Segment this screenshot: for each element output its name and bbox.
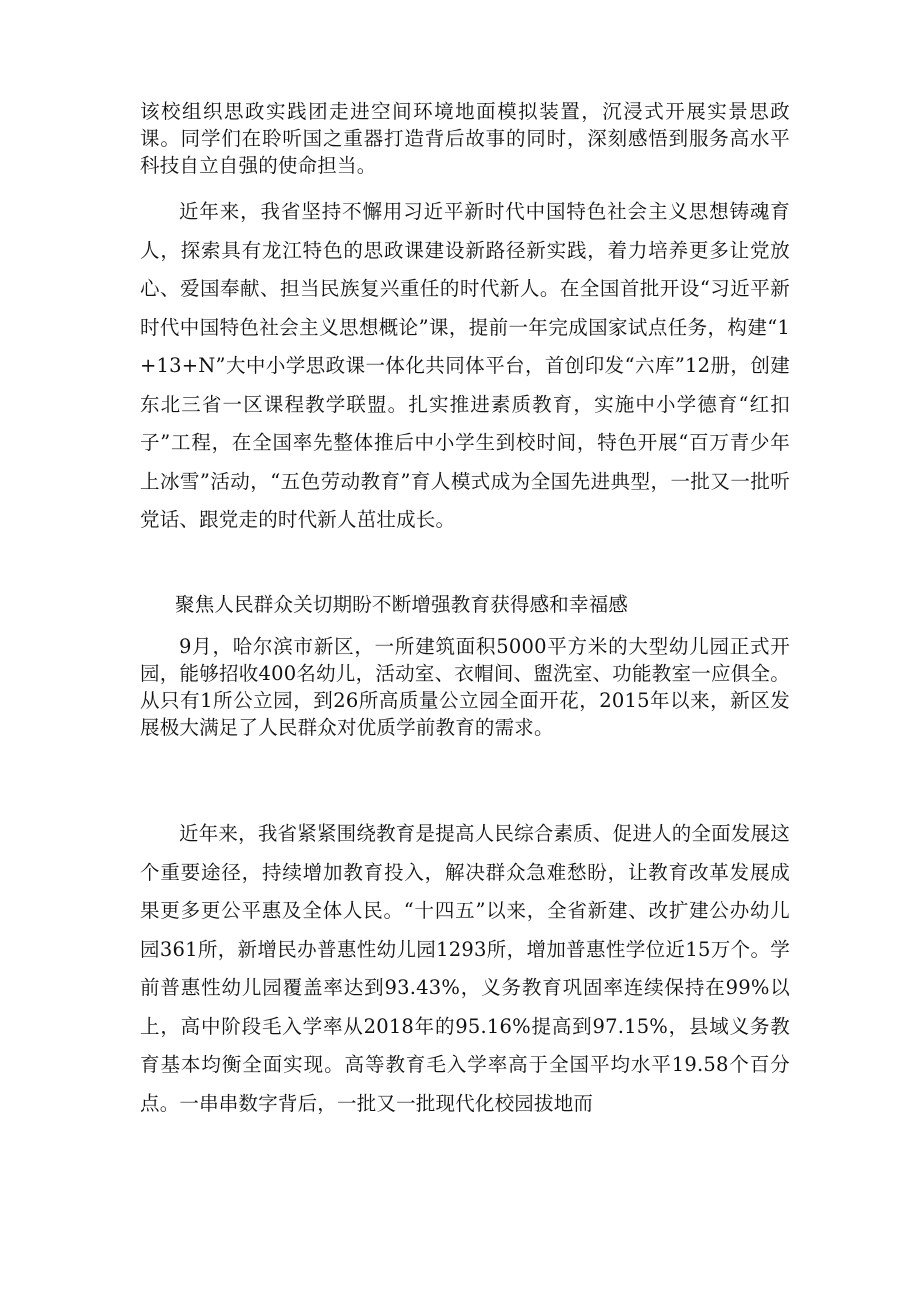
section-heading: 聚焦人民群众关切期盼不断增强教育获得感和幸福感 [175,593,629,616]
paragraph-practice-team: 该校组织思政实践团走进空间环境地面模拟装置，沉浸式开展实景思政课。同学们在聆听国之重器打造背后故事的同时，深刻感悟到服务高水平科技自立自强的使命担当。 [140,100,790,177]
paragraph-education-investment: 近年来，我省紧紧围绕教育是提高人民综合素质、促进人的全面发展这个重要途径，持续增加教育投入，解决群众急难愁盼，让教育改革发展成果更多更公平惠及全体人民。“十四五”以来，全省新建、改扩建公办幼儿园361所，新增民办普惠性幼儿园1293所，增加普惠性学位近15万个。学前普惠性幼儿园覆盖率达到93.43%，义务教育巩固率连续保持在99%以上，高中阶段毛入学率从2018年的95.16%提高到97.15%，县域义务教育基本均衡全面实现。高等教育毛入学率高于全国平均水平19.58个百分点。一串串数字背后，一批又一批现代化校园拔地而 [140,822,790,1115]
paragraph-kindergarten: 9月，哈尔滨市新区，一所建筑面积5000平方米的大型幼儿园正式开园，能够招收400名幼儿，活动室、衣帽间、盥洗室、功能教室一应俱全。从只有1所公立园，到26所高质量公立园全面开花，2015年以来，新区发展极大满足了人民群众对优质学前教育的需求。 [140,635,790,739]
paragraph-ideological-education: 近年来，我省坚持不懈用习近平新时代中国特色社会主义思想铸魂育人，探索具有龙江特色的思政课建设新路径新实践，着力培养更多让党放心、爱国奉献、担当民族复兴重任的时代新人。在全国首批开设“习近平新时代中国特色社会主义思想概论”课，提前一年完成国家试点任务，构建“1+13+N”大中小学思政课一体化共同体平台，首创印发“六库”12册，创建东北三省一区课程教学联盟。扎实推进素质教育，实施中小学德育“红扣子”工程，在全国率先整体推后中小学生到校时间，特色开展“百万青少年上冰雪”活动，“五色劳动教育”育人模式成为全国先进典型，一批又一批听党话、跟党走的时代新人茁壮成长。 [140,200,790,531]
